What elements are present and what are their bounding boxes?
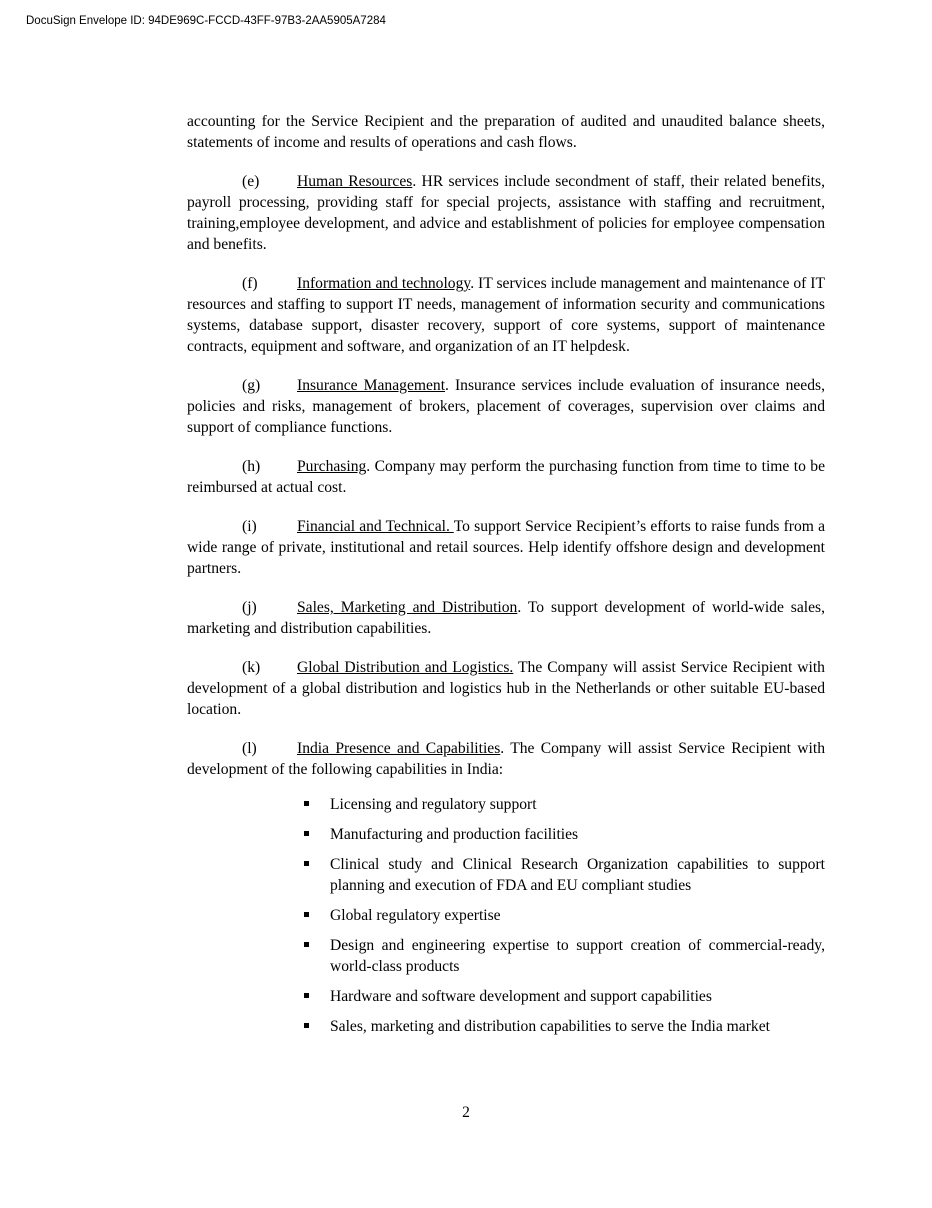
section-marker: (h) xyxy=(242,458,261,475)
section-body: . Company may perform the purchasing function from time to time to be reimbursed at actual cost. xyxy=(187,458,825,496)
section-marker: (g) xyxy=(242,377,261,394)
section-heading: Purchasing xyxy=(297,458,367,475)
section-heading: India Presence and Capabilities xyxy=(297,740,501,757)
section-body: . IT services include management and maintenance of IT resources and staffing to support IT needs, management of information security and communications systems, database support, disaster recovery, support of core systems, support of maintenance contracts, equipment and software, and organization of an IT helpdesk. xyxy=(187,275,826,355)
section-marker: (e) xyxy=(242,173,260,190)
section-heading: Human Resources xyxy=(297,173,413,190)
list-item: Sales, marketing and distribution capabilities to serve the India market xyxy=(304,1016,825,1037)
section-h xyxy=(187,456,825,498)
section-heading: Financial and Technical. xyxy=(297,518,454,535)
section-heading: Sales, Marketing and Distribution xyxy=(297,599,518,616)
section-j xyxy=(187,597,825,639)
section-body: . HR services include secondment of staff, their related benefits, payroll processing, providing staff for special projects, assistance with staffing and recruitment, training,employee development, and advice and establishment of policies for employee compensation and benefits. xyxy=(187,173,825,253)
section-heading: Information and technology xyxy=(297,275,471,292)
list-item: Manufacturing and production facilities xyxy=(304,824,825,845)
envelope-id: DocuSign Envelope ID: 94DE969C-FCCD-43FF-97B3-2AA5905A7284 xyxy=(26,15,386,27)
section-marker: (l) xyxy=(242,740,257,757)
capabilities-list xyxy=(187,794,825,1037)
section-heading: Global Distribution and Logistics. xyxy=(297,659,514,676)
section-marker: (f) xyxy=(242,275,258,292)
section-marker: (j) xyxy=(242,599,257,616)
list-item: Global regulatory expertise xyxy=(304,905,825,926)
section-body: . The Company will assist Service Recipient with development of the following capabilities in India: xyxy=(187,740,826,778)
section-body: The Company will assist Service Recipient with development of a global distribution and logistics hub in the Netherlands or other suitable EU-based location. xyxy=(187,659,825,718)
intro-paragraph: accounting for the Service Recipient and the preparation of audited and unaudited balance sheets, statements of income and results of operations and cash flows. xyxy=(187,113,825,151)
section-l xyxy=(187,738,825,780)
list-item: Licensing and regulatory support xyxy=(304,794,825,815)
section-body: . Insurance services include evaluation of insurance needs, policies and risks, management of brokers, placement of coverages, supervision over claims and support of compliance functions. xyxy=(187,377,825,436)
list-item: Design and engineering expertise to support creation of commercial-ready, world-class products xyxy=(304,935,825,977)
section-f xyxy=(187,273,825,357)
section-body: To support Service Recipient’s efforts to raise funds from a wide range of private, institutional and retail sources. Help identify offshore design and development partners. xyxy=(187,518,825,577)
section-marker: (k) xyxy=(242,659,261,676)
section-i xyxy=(187,516,825,579)
section-marker: (i) xyxy=(242,518,257,535)
list-item: Hardware and software development and support capabilities xyxy=(304,986,825,1007)
document-body xyxy=(187,111,825,1046)
section-heading: Insurance Management xyxy=(297,377,446,394)
section-e xyxy=(187,171,825,255)
list-item: Clinical study and Clinical Research Organization capabilities to support planning and execution of FDA and EU compliant studies xyxy=(304,854,825,896)
section-k xyxy=(187,657,825,720)
section-body: . To support development of world-wide sales, marketing and distribution capabilities. xyxy=(187,599,825,637)
page-number: 2 xyxy=(462,1104,470,1121)
section-g xyxy=(187,375,825,438)
